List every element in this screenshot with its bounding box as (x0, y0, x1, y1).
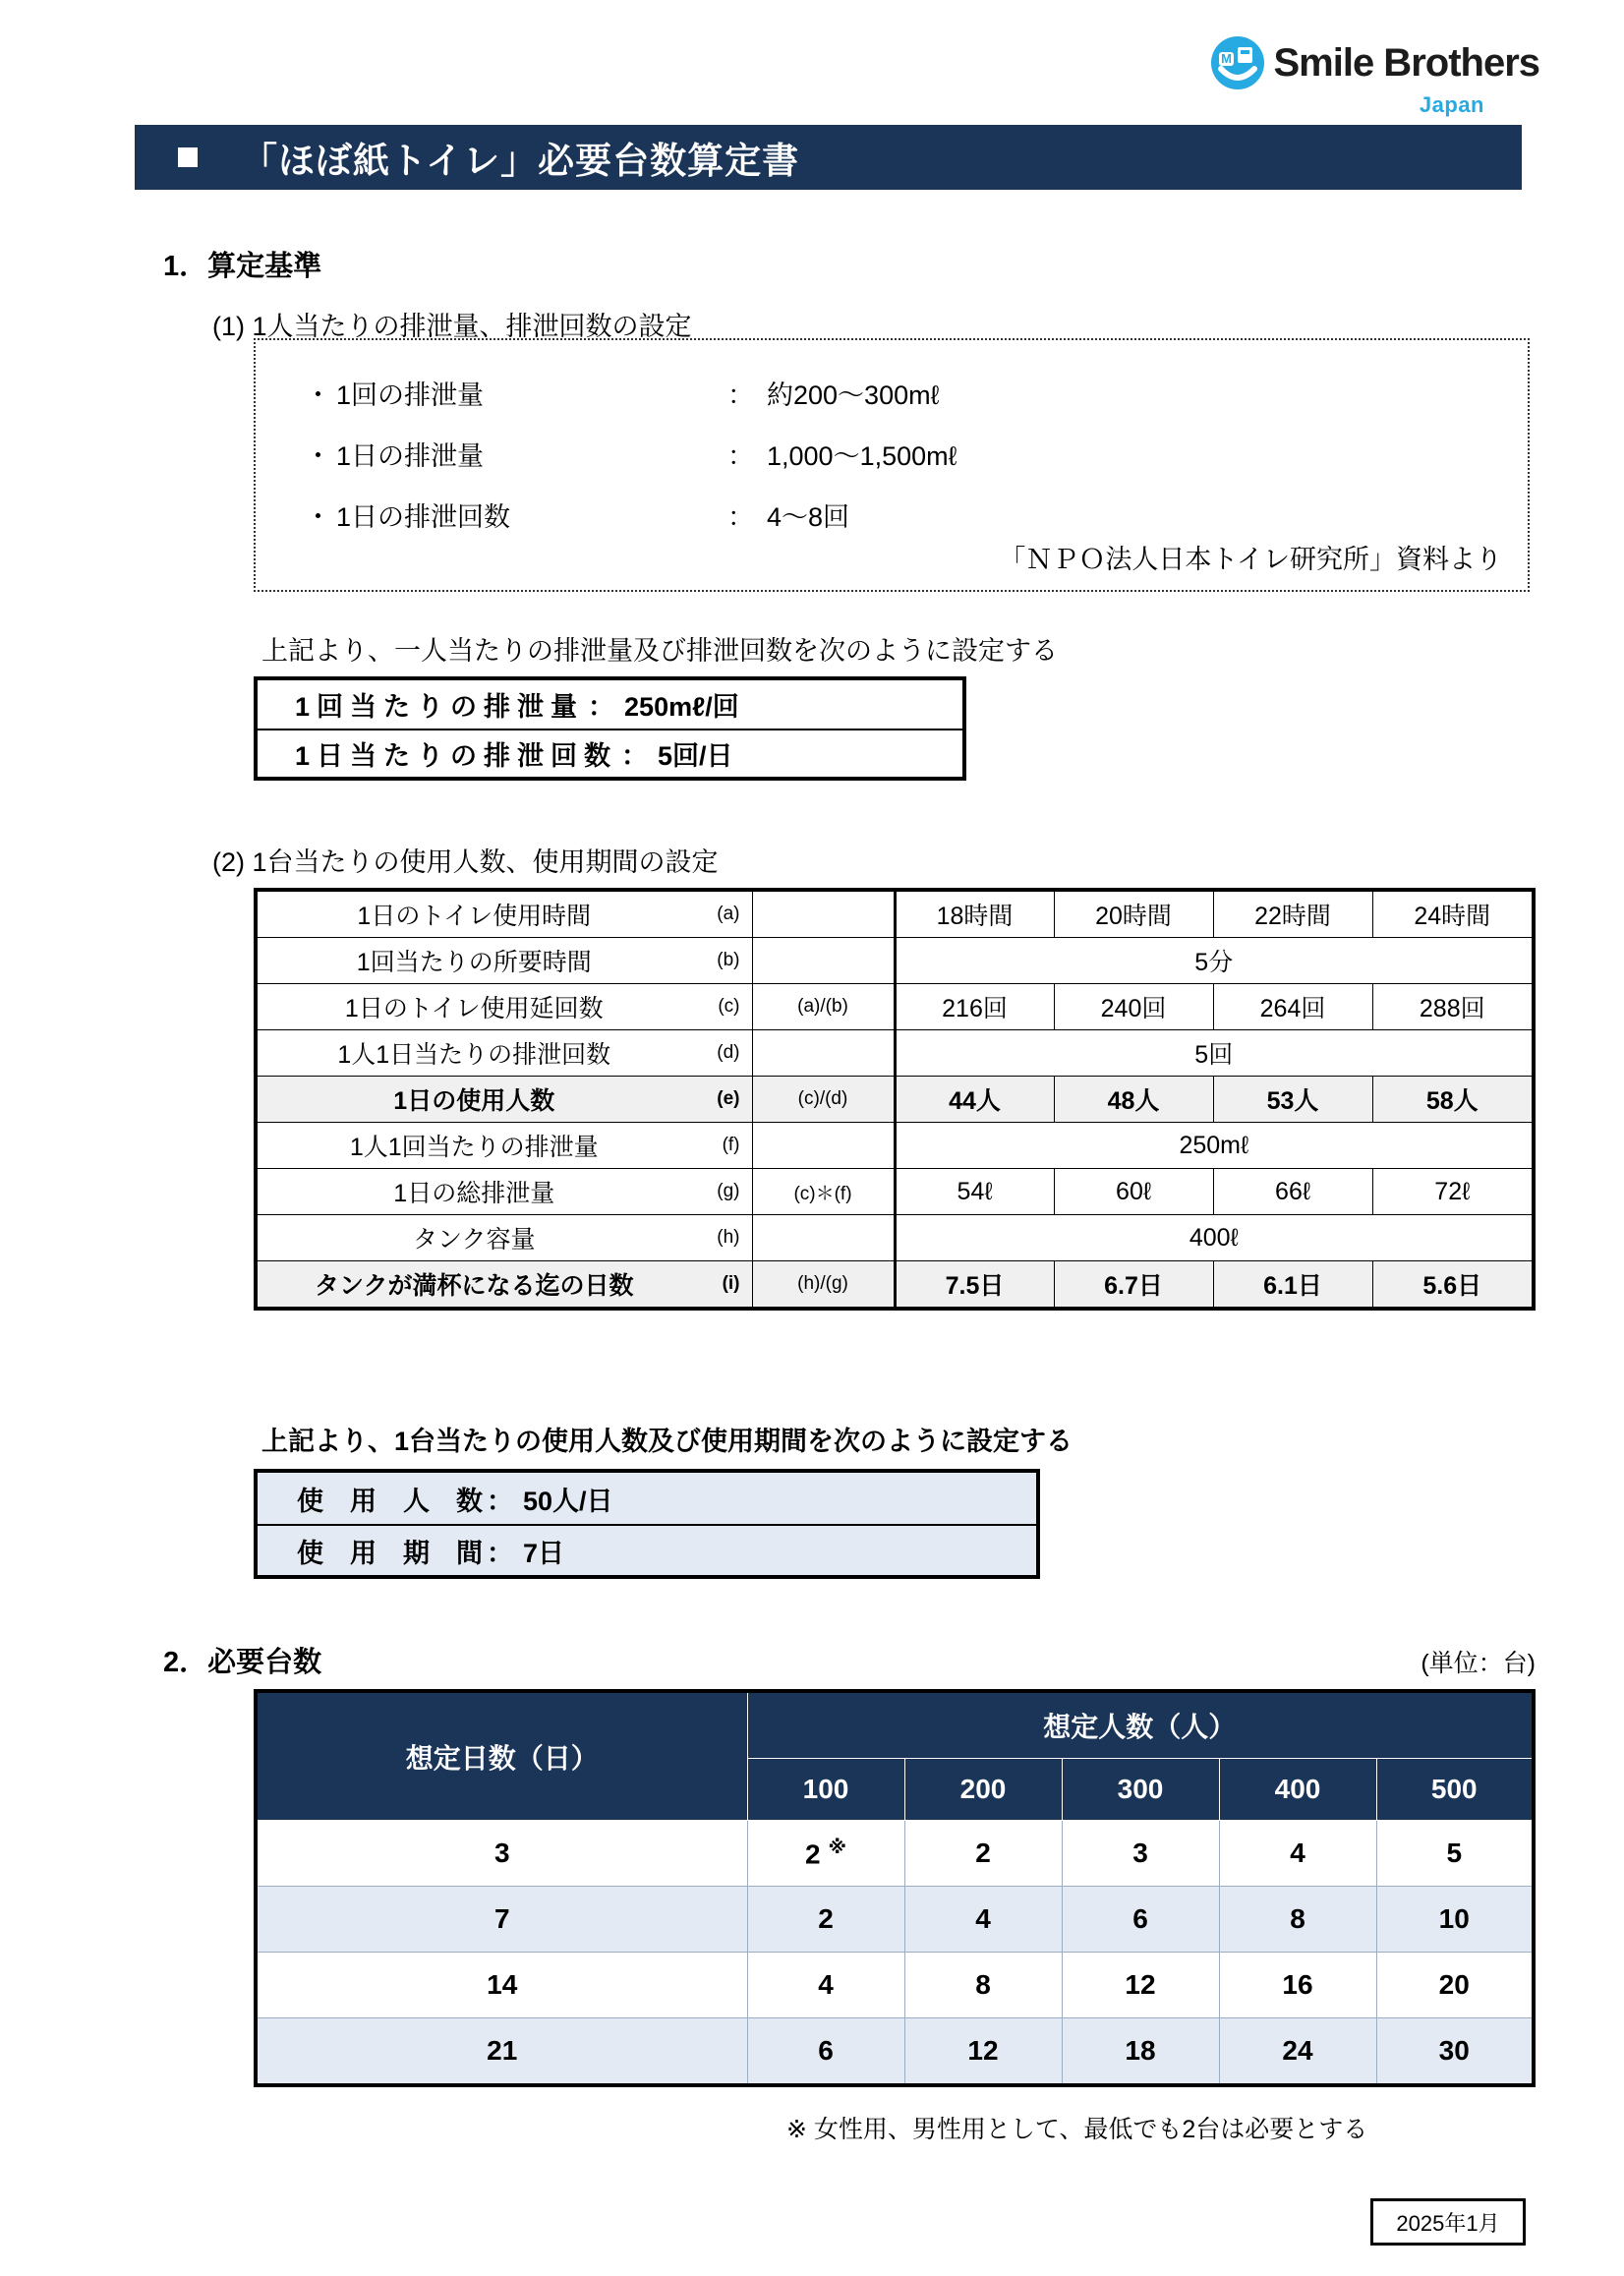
crit-cell-2-0: 216回 (895, 984, 1054, 1030)
col-header-300: 300 (1062, 1759, 1219, 1821)
setting-value-frequency: 5回/日 (658, 741, 733, 771)
criteria-value-2: 4〜8回 (767, 502, 850, 532)
units-cell-2-1: 8 (904, 1953, 1062, 2018)
table-row (256, 2018, 1534, 2086)
crit-row-label-4: 1日の使用人数 (393, 1087, 555, 1115)
units-cell-3-0: 6 (747, 2018, 904, 2086)
units-cell-0-3: 4 (1219, 1821, 1376, 1887)
table-row (256, 1887, 1534, 1953)
table-row (256, 984, 1534, 1030)
col-header-500: 500 (1376, 1759, 1534, 1821)
setting-label-volume: 1回当たりの排泄量 (295, 692, 585, 722)
square-bullet-icon (178, 147, 198, 167)
criteria-source-note: 「ＮＰＯ法人日本トイレ研究所」資料より (999, 545, 1502, 574)
settings-box-2 (254, 1469, 1040, 1579)
setting-row-period (258, 1524, 1036, 1575)
crit-cell-2-3: 288回 (1372, 984, 1534, 1030)
crit-cell-6-1: 60ℓ (1054, 1169, 1213, 1215)
row-header-days: 想定日数（日） (256, 1691, 747, 1821)
units-days-1: 7 (256, 1887, 747, 1953)
units-cell-0-2: 3 (1062, 1821, 1219, 1887)
criteria-bullet-1: ・ (305, 441, 331, 471)
units-cell-1-2: 6 (1062, 1887, 1219, 1953)
units-cell-2-0: 4 (747, 1953, 904, 2018)
units-cell-2-3: 16 (1219, 1953, 1376, 2018)
setting-label-period: 使 用 期 間 (297, 1538, 483, 1568)
brand-logo (1210, 35, 1539, 116)
crit-cell-6-0: 54ℓ (895, 1169, 1054, 1215)
crit-row-formula-4: (c)/(d) (797, 1088, 848, 1109)
table-row (256, 938, 1534, 984)
logo-sub-text: Japan (1419, 92, 1484, 117)
criteria-label-0: 1回の排泄量 (336, 380, 485, 410)
crit-cell-8-0: 7.5日 (895, 1261, 1054, 1310)
table-row (256, 1215, 1534, 1261)
units-cell-3-3: 24 (1219, 2018, 1376, 2086)
crit-cell-0-2: 22時間 (1213, 890, 1372, 938)
units-days-3: 21 (256, 2018, 747, 2086)
criteria-value-0: 約200〜300mℓ (767, 380, 940, 410)
crit-row-label-1: 1回当たりの所要時間 (356, 949, 592, 976)
crit-row-formula-8: (h)/(g) (797, 1273, 848, 1294)
setting-row-frequency (258, 729, 962, 777)
table-row (256, 890, 1534, 938)
crit-row-formula-6: (c)＊(f) (793, 1183, 852, 1204)
units-cell-0-4: 5 (1376, 1821, 1534, 1887)
setting-colon-period: ： (487, 1538, 513, 1568)
crit-row-tag-5: (f) (722, 1135, 740, 1155)
criteria-box (254, 338, 1530, 592)
setting-value-people: 50人/日 (523, 1486, 613, 1516)
table-row (256, 1123, 1534, 1169)
col-header-200: 200 (904, 1759, 1062, 1821)
setting-value-period: 7日 (523, 1538, 565, 1568)
section1-sub2-heading: (2) 1台当たりの使用人数、使用期間の設定 (212, 847, 719, 877)
criteria-colon-0: ： (727, 380, 754, 410)
unit-note: (単位：台) (1421, 1650, 1536, 1677)
crit-cell-4-2: 53人 (1213, 1077, 1372, 1123)
crit-row-tag-6: (g) (717, 1181, 740, 1201)
crit-row-tag-2: (c) (718, 996, 740, 1017)
svg-text:M: M (1221, 51, 1233, 66)
crit-cell-5-merged: 250mℓ (895, 1123, 1534, 1169)
document-date-box: 2025年1月 (1370, 2198, 1526, 2246)
criteria-bullet-0: ・ (305, 380, 331, 410)
setting-row-volume (258, 680, 962, 729)
crit-row-label-3: 1人1日当たりの排泄回数 (337, 1041, 611, 1069)
units-cell-3-4: 30 (1376, 2018, 1534, 2086)
crit-row-label-8: タンクが満杯になる迄の日数 (314, 1272, 634, 1300)
setting-value-volume: 250mℓ/回 (624, 692, 739, 722)
setting-colon-frequency: ： (621, 741, 649, 771)
document-title-bar (135, 125, 1522, 190)
crit-row-label-2: 1日のトイレ使用延回数 (344, 995, 604, 1022)
crit-row-tag-1: (b) (717, 950, 740, 970)
table-footnote: ※ 女性用、男性用として、最低でも2台は必要とする (786, 2116, 1368, 2143)
footnote-mark-icon: ※ (828, 1837, 847, 1858)
crit-row-tag-3: (d) (717, 1042, 740, 1063)
criteria-label-2: 1日の排泄回数 (336, 502, 511, 532)
crit-row-label-5: 1人1回当たりの排泄量 (349, 1134, 599, 1161)
crit-row-tag-0: (a) (717, 904, 740, 924)
table-header-row-group (256, 1691, 1534, 1759)
setting-label-people: 使 用 人 数 (297, 1486, 483, 1516)
section1-lead2: 上記より、1台当たりの使用人数及び使用期間を次のように設定する (261, 1427, 1073, 1456)
section1-lead1: 上記より、一人当たりの排泄量及び排泄回数を次のように設定する (261, 636, 1058, 666)
units-cell-0-0 (747, 1821, 904, 1887)
setting-colon-volume: ： (588, 692, 615, 722)
units-days-0: 3 (256, 1821, 747, 1887)
crit-cell-0-3: 24時間 (1372, 890, 1534, 938)
criteria-value-1: 1,000〜1,500mℓ (767, 441, 957, 471)
crit-row-label-0: 1日のトイレ使用時間 (357, 903, 592, 930)
crit-row-tag-8: (i) (722, 1273, 740, 1294)
crit-row-formula-2: (a)/(b) (797, 996, 848, 1017)
units-cell-3-2: 18 (1062, 2018, 1219, 2086)
crit-cell-3-merged: 5回 (895, 1030, 1534, 1077)
crit-row-label-6: 1日の総排泄量 (393, 1180, 555, 1207)
crit-cell-4-1: 48人 (1054, 1077, 1213, 1123)
crit-cell-7-merged: 400ℓ (895, 1215, 1534, 1261)
units-cell-2-4: 20 (1376, 1953, 1534, 2018)
units-cell-1-0: 2 (747, 1887, 904, 1953)
crit-cell-2-2: 264回 (1213, 984, 1372, 1030)
crit-row-label-7: タンク容量 (412, 1226, 536, 1254)
setting-row-people (258, 1473, 1036, 1524)
units-cell-3-1: 12 (904, 2018, 1062, 2086)
table-row (256, 1030, 1534, 1077)
setting-label-frequency: 1日当たりの排泄回数 (295, 741, 618, 771)
crit-cell-8-1: 6.7日 (1054, 1261, 1213, 1310)
criteria-bullet-2: ・ (305, 502, 331, 532)
table-row (256, 1169, 1534, 1215)
crit-cell-8-3: 5.6日 (1372, 1261, 1534, 1310)
section1-heading: 1．算定基準 (163, 251, 322, 282)
section2-heading: 2．必要台数 (163, 1647, 322, 1678)
criteria-colon-1: ： (727, 441, 754, 471)
units-cell-1-4: 10 (1376, 1887, 1534, 1953)
units-cell-0-1: 2 (904, 1821, 1062, 1887)
units-cell-1-1: 4 (904, 1887, 1062, 1953)
crit-cell-1-merged: 5分 (895, 938, 1534, 984)
crit-cell-4-0: 44人 (895, 1077, 1054, 1123)
crit-cell-0-0: 18時間 (895, 890, 1054, 938)
crit-cell-6-2: 66ℓ (1213, 1169, 1372, 1215)
table-row (256, 1821, 1534, 1887)
crit-row-tag-7: (h) (717, 1227, 740, 1248)
required-units-table (254, 1689, 1536, 2087)
logo-row (1210, 35, 1539, 90)
crit-cell-8-2: 6.1日 (1213, 1261, 1372, 1310)
units-days-2: 14 (256, 1953, 747, 2018)
col-header-100: 100 (747, 1759, 904, 1821)
units-cell-1-3: 8 (1219, 1887, 1376, 1953)
page-title: 「ほぼ紙トイレ」必要台数算定書 (241, 141, 800, 181)
units-cell-2-2: 12 (1062, 1953, 1219, 2018)
criteria-colon-2: ： (727, 502, 754, 532)
table-row (256, 1261, 1534, 1310)
smiley-face-icon (1210, 35, 1265, 90)
crit-cell-4-3: 58人 (1372, 1077, 1534, 1123)
crit-cell-0-1: 20時間 (1054, 890, 1213, 938)
logo-brand-text: Smile Brothers (1273, 41, 1539, 85)
section1-sub1-heading: (1) 1人当たりの排泄量、排泄回数の設定 (212, 312, 692, 341)
col-group-header-people: 想定人数（人） (747, 1691, 1534, 1759)
crit-cell-6-3: 72ℓ (1372, 1169, 1534, 1215)
setting-colon-people: ： (487, 1486, 513, 1516)
criteria-table (254, 888, 1536, 1311)
crit-row-tag-4: (e) (717, 1088, 740, 1109)
criteria-label-1: 1日の排泄量 (336, 441, 485, 471)
crit-cell-2-1: 240回 (1054, 984, 1213, 1030)
settings-box-1 (254, 676, 966, 781)
table-row (256, 1953, 1534, 2018)
col-header-400: 400 (1219, 1759, 1376, 1821)
units-value-0-0: 2 (804, 1838, 821, 1870)
table-row (256, 1077, 1534, 1123)
